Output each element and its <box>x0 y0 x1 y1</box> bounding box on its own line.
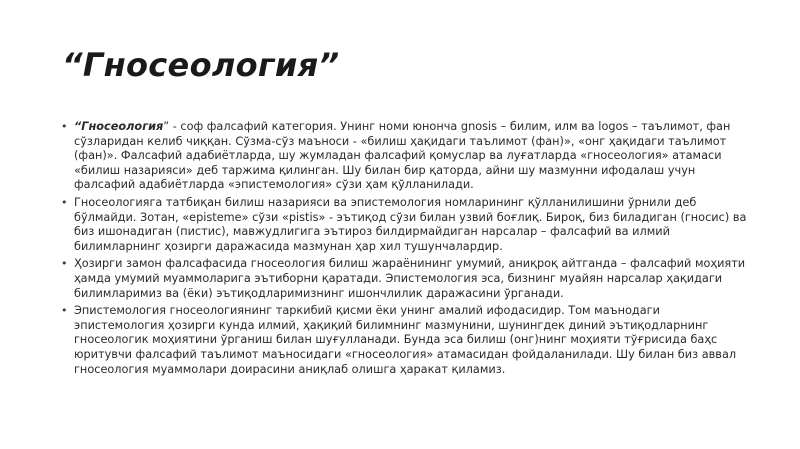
bullet-dot-icon: • <box>61 257 68 271</box>
bullet-dot-icon: • <box>61 195 68 209</box>
bullet-text: ” - соф фалсафий категория. Унинг номи юнонча gnosis – билим, илм ва logos – таълимот, фан сўзларидан келиб чиққан. Сўзма-сўз маъноси - «билиш ҳақидаги таълимот (фан)», «онг ҳақидаги таълимот (фан)». Фалсафий адабиётларда, шу жумладан фалсафий қомуслар ва луғатларда «гносеология» атамаси «билиш назарияси» деб таржима қилинган. Шу билан бир қаторда, айни шу мазмунни ифодалаш учун фалсафий адабиётларда «эпистемология» сўзи ҳам қўлланилади. <box>74 120 731 192</box>
bullet-text: Эпистемология гносеологиянинг таркибий қисми ёки унинг амалий ифодасидир. Том маънодаги эпистемология ҳозирги кунда илмий, ҳақиқий билимнинг мазмунини, шунингдек диний эътиқодларнинг гносеологик моҳиятини ўрганиш билан шуғулланади. Бунда эса билиш (онг)нинг моҳияти тўғрисида баҳс юритувчи фалсафий таълимот маъносидаги «гносеология» атамасидан фойдаланилади. Шу билан биз аввал гносеология муаммолари доирасини аниқлаб олишга ҳаракат қиламиз. <box>74 304 737 376</box>
bullet-item-1 <box>60 120 748 193</box>
bullet-text: Гносеологияга татбиқан билиш назарияси ва эпистемология номларининг қўлланилишини ўрнили деб бўлмайди. Зотан, «episteme» сўзи «pistis» - эътиқод сўзи билан узвий боғлиқ. Бироқ, биз биладиган (гносис) ва биз ишонадиган (пистис), мавжудлигига эътироз билдирмайдиган нарсалар – фалсафий ва илмий билимларнинг ҳозирги даражасида мазмунан ҳар хил тушунчалардир. <box>74 195 747 253</box>
bullet-dot-icon: • <box>61 304 68 318</box>
bullet-text: Ҳозирги замон фалсафасида гносеология билиш жараёнининг умумий, аниқроқ айтганда – фалсафий моҳияти ҳамда умумий муаммоларига эътиборни қаратади. Эпистемология эса, бизнинг муайян нарсалар ҳақидаги билимларимиз ва (ёки) эътиқодларимизнинг ишончлилик даражасини ўрганади. <box>74 257 746 300</box>
bullet-item-3 <box>60 257 748 301</box>
bullet-term: “Гносеология <box>74 120 164 133</box>
bullet-list <box>60 120 748 380</box>
bullet-item-2 <box>60 196 748 254</box>
slide-title: “Гносеология” <box>62 46 340 84</box>
bullet-item-4 <box>60 304 748 377</box>
bullet-dot-icon: • <box>61 120 68 133</box>
